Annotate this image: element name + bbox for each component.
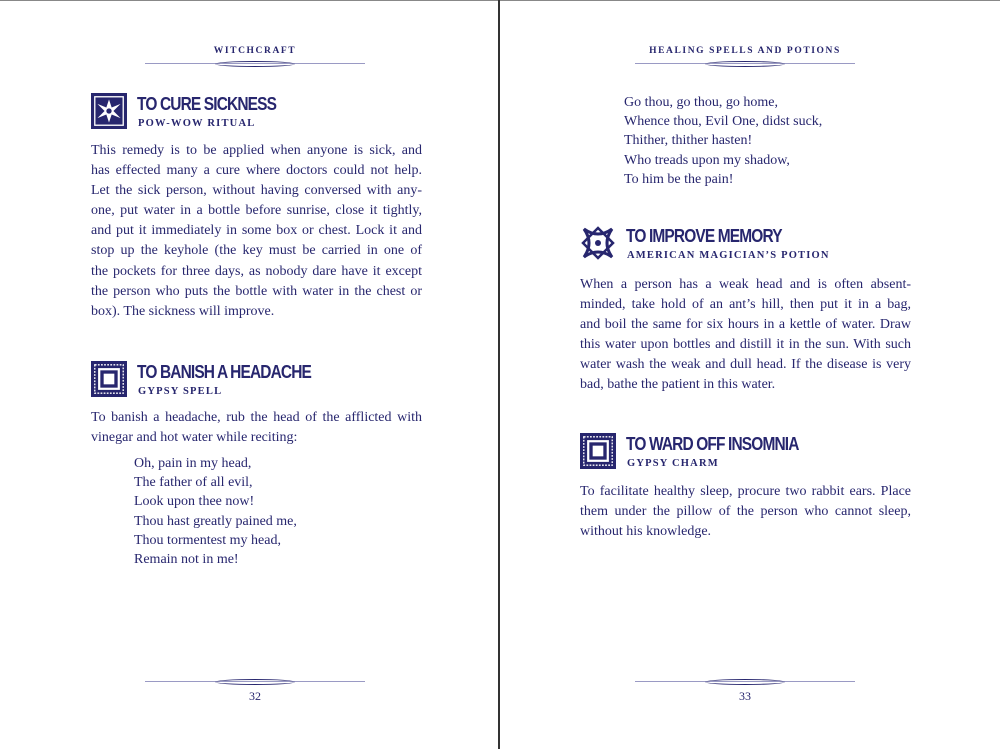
paragraph-line: the pockets for three days, as nobody dare have it except xyxy=(91,263,422,279)
section-paragraph xyxy=(91,141,422,322)
square-frame-icon xyxy=(91,361,127,397)
section-title: TO CURE SICKNESS xyxy=(137,94,277,114)
page-number: 33 xyxy=(739,689,751,703)
section-title: TO BANISH A HEADACHE xyxy=(137,362,312,382)
verse-line: The father of all evil, xyxy=(134,475,253,491)
verse-line: Remain not in me! xyxy=(134,552,239,568)
paragraph-line: vinegar and hot water while reciting: xyxy=(91,430,298,446)
star-tile-icon xyxy=(91,93,127,129)
verse-line: Go thou, go thou, go home, xyxy=(624,95,778,110)
section-paragraph xyxy=(91,408,422,448)
verse-line: To him be the pain! xyxy=(624,171,734,187)
page-gutter xyxy=(498,0,500,749)
running-head: HEALING SPELLS AND POTIONS xyxy=(649,46,841,56)
paragraph-line: stop up the keyhole (the key must be carried in one of xyxy=(91,243,422,259)
verse-line: Thither, thither hasten! xyxy=(624,133,753,149)
verse xyxy=(134,454,297,569)
paragraph-line: This remedy is to be applied when anyone is sick, and xyxy=(91,143,422,158)
section-subtitle: GYPSY CHARM xyxy=(627,458,719,469)
page-right xyxy=(501,0,1000,749)
header-ornament-rule xyxy=(145,60,365,66)
section-subtitle: GYPSY SPELL xyxy=(138,386,223,397)
section-paragraph xyxy=(580,482,911,542)
paragraph-line: this water upon bottles and distill it in the sun. With such xyxy=(580,337,911,353)
section-subtitle: AMERICAN MAGICIAN’S POTION xyxy=(627,250,830,261)
paragraph-line: minded, take hold of an ant’s hill, then put it in a bag, xyxy=(580,297,911,313)
verse-line: Oh, pain in my head, xyxy=(134,456,252,471)
verse-continued xyxy=(624,93,822,189)
paragraph-line: To facilitate healthy sleep, procure two rabbit ears. Place xyxy=(580,484,911,499)
paragraph-line: To banish a headache, rub the head of the afflicted with xyxy=(91,410,422,425)
paragraph-line: them under the pillow of the person who cannot sleep, xyxy=(580,504,911,520)
paragraph-line: without his knowledge. xyxy=(580,524,712,540)
paragraph-line: bad, bathe the patient in this water. xyxy=(580,377,776,393)
paragraph-line: the person who puts the bottle with water in the chest or xyxy=(91,283,422,299)
paragraph-line: one, put water in a bottle before sunrise, close it tightly, xyxy=(91,203,422,219)
verse-line: Thou hast greatly pained me, xyxy=(134,513,297,529)
paragraph-line: water wash the weak and dull head. If the disease is very xyxy=(580,357,911,373)
verse-line: Look upon thee now! xyxy=(134,494,255,510)
running-head: WITCHCRAFT xyxy=(213,46,297,56)
verse-line: Thou tormentest my head, xyxy=(134,532,281,548)
section-subtitle: POW-WOW RITUAL xyxy=(138,118,256,129)
paragraph-line: Let the sick person, without having conversed with any- xyxy=(91,183,422,199)
paragraph-line: and put it immediately in some box or chest. Lock it and xyxy=(91,223,422,239)
footer-ornament-rule xyxy=(145,678,365,684)
footer-ornament-rule xyxy=(635,678,855,684)
paragraph-line: has effected many a cure where doctors could not help. xyxy=(91,163,422,179)
paragraph-line: box). The sickness will improve. xyxy=(91,303,275,319)
page-left xyxy=(0,0,499,749)
header-ornament-rule xyxy=(635,60,855,66)
page-number: 32 xyxy=(249,689,261,703)
section-title: TO WARD OFF INSOMNIA xyxy=(626,434,799,454)
section-paragraph xyxy=(580,275,911,396)
section-title: TO IMPROVE MEMORY xyxy=(626,226,782,246)
verse-line: Who treads upon my shadow, xyxy=(624,152,790,168)
square-frame-icon xyxy=(580,433,616,469)
celtic-knot-icon xyxy=(580,225,616,261)
paragraph-line: and boil the same for six hours in a kettle of water. Draw xyxy=(580,317,911,333)
verse-line: Whence thou, Evil One, didst suck, xyxy=(624,114,823,130)
paragraph-line: When a person has a weak head and is often absent- xyxy=(580,277,911,292)
